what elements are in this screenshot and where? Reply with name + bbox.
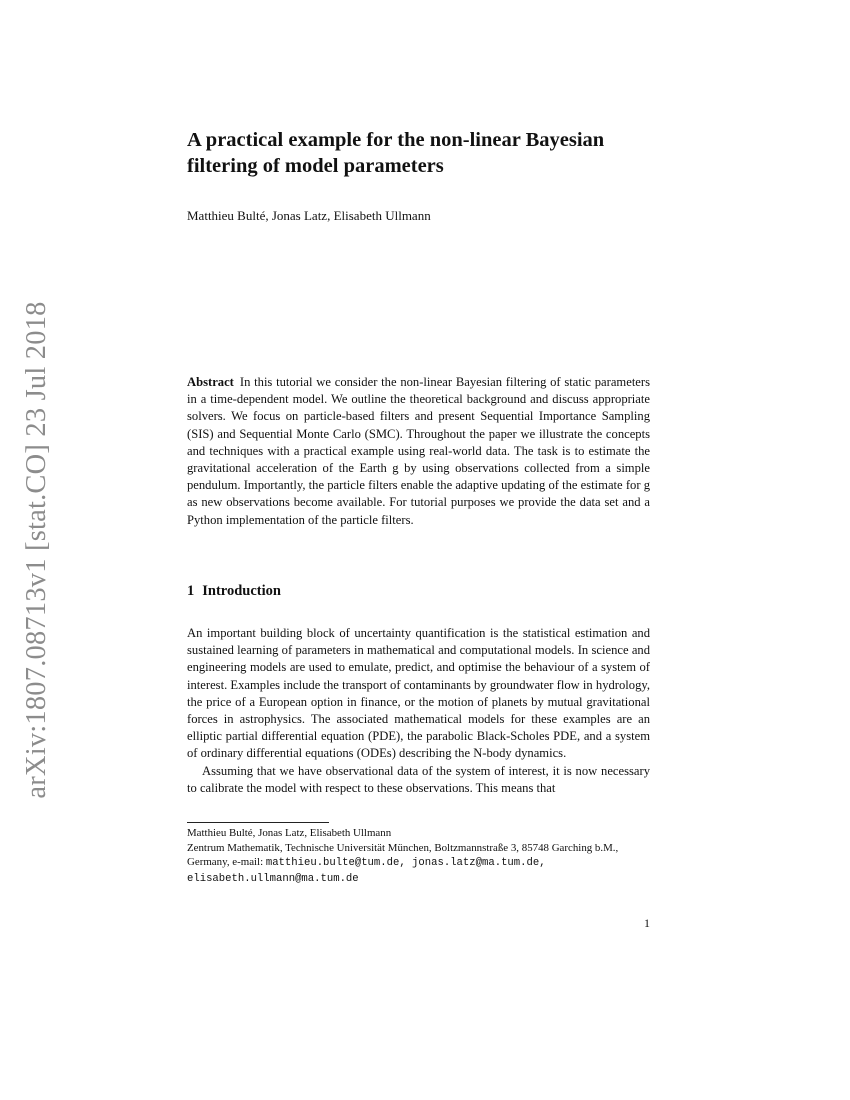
footnote-affiliation — [187, 841, 650, 887]
arxiv-stamp: arXiv:1807.08713v1 [stat.CO] 23 Jul 2018 — [21, 301, 52, 799]
abstract-text: In this tutorial we consider the non-linear Bayesian filtering of static parameters in a time-dependent model. We outline the theoretical background and discuss appropriate solvers. We focus on particle-based filters and present Sequential Importance Sampling (SIS) and Sequential Monte Carlo (SMC). Throughout the paper we illustrate the concepts and techniques with a practical example using real-world data. The task is to estimate the gravitational acceleration of the Earth g by using observations collected from a simple pendulum. Importantly, the particle filters enable the adaptive updating of the estimate for g as new observations become available. For tutorial purposes we provide the data set and a Python implementation of the particle filters. — [187, 375, 650, 527]
section-heading — [187, 583, 281, 600]
section-number: 1 — [187, 583, 195, 599]
footnote-rule — [187, 822, 329, 823]
paper-title: A practical example for the non-linear Bayesian filtering of model parameters — [187, 129, 605, 177]
section-title: Introduction — [202, 583, 281, 599]
introduction-body — [187, 625, 650, 797]
intro-paragraph: Assuming that we have observational data of the system of interest, it is now necessary to calibrate the model with respect to these observations. This means that — [187, 763, 650, 795]
footnote-emails: matthieu.bulte@tum.de, jonas.latz@ma.tum.de, elisabeth.ullmann@ma.tum.de — [187, 857, 546, 885]
footnote-names: Matthieu Bulté, Jonas Latz, Elisabeth Ullmann — [187, 827, 392, 839]
author-list: Matthieu Bulté, Jonas Latz, Elisabeth Ullmann — [187, 208, 431, 223]
abstract — [187, 374, 650, 529]
page-number: 1 — [644, 916, 650, 930]
author-footnote — [187, 826, 650, 886]
intro-paragraph: An important building block of uncertainty quantification is the statistical estimation and sustained learning of parameters in mathematical and computational models. In science and engineering models are used to emulate, predict, and optimise the behaviour of a system of interest. Examples include the transport of contaminants by groundwater flow in hydrology, the price of a European option in finance, or the motion of planets by mutual gravitational forces in astrophysics. The associated mathematical models for these examples are an elliptic partial differential equation (PDE), the parabolic Black-Scholes PDE, and a system of ordinary differential equations (ODEs) describing the N-body dynamics. — [187, 626, 650, 761]
abstract-label: Abstract — [187, 375, 234, 389]
footnote-affiliation-text: Zentrum Mathematik, Technische Universität München, Boltzmannstraße 3, 85748 Garching b.M., Germany, e-mail: — [187, 841, 619, 869]
